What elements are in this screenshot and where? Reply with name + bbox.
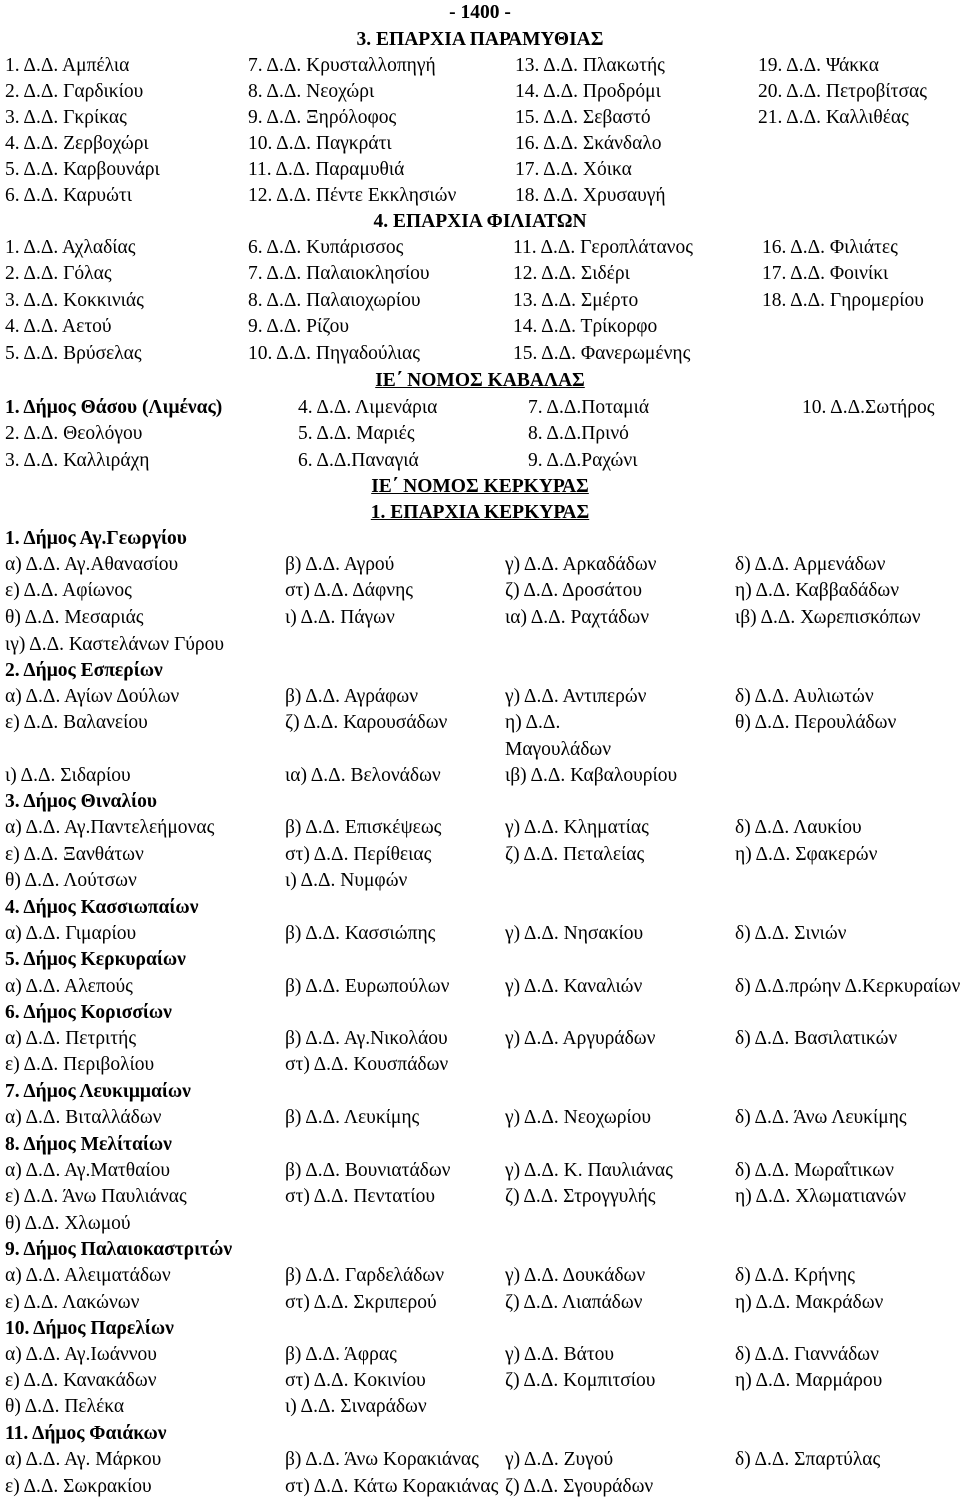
- list-cell: β) Δ.Δ. Λευκίμης: [285, 1107, 420, 1128]
- list-cell: α) Δ.Δ. Γιμαρίου: [5, 923, 137, 944]
- municipality-title: 8. Δήμος Μελίταίων: [5, 1134, 172, 1155]
- list-cell: 5. Δ.Δ. Καρβουνάρι: [5, 159, 160, 180]
- list-cell: 8. Δ.Δ. Παλαιοχωρίου: [248, 290, 421, 311]
- list-cell: δ) Δ.Δ. Βασιλατικών: [735, 1028, 898, 1049]
- list-cell: 8. Δ.Δ.Πρινό: [528, 423, 629, 444]
- list-cell: ε) Δ.Δ. Λακώνων: [5, 1292, 140, 1313]
- list-cell: α) Δ.Δ. Πετριτής: [5, 1028, 137, 1049]
- list-cell: 5. Δ.Δ. Βρύσελας: [5, 343, 142, 364]
- list-cell: 12. Δ.Δ. Σιδέρι: [513, 263, 630, 284]
- list-cell: 21. Δ.Δ. Καλλιθέας: [758, 107, 909, 128]
- list-cell: β) Δ.Δ. Επισκέψεως: [285, 817, 442, 838]
- prefecture-heading: ΙΕ΄ ΝΟΜΟΣ ΚΕΡΚΥΡΑΣ: [371, 476, 589, 497]
- list-cell: γ) Δ.Δ. Αργυράδων: [505, 1028, 656, 1049]
- list-cell: θ) Δ.Δ. Περουλάδων: [735, 712, 897, 733]
- list-cell: στ) Δ.Δ. Κουσπάδων: [285, 1054, 449, 1075]
- list-cell: γ) Δ.Δ. Ζυγού: [505, 1449, 614, 1470]
- list-cell: η) Δ.Δ. Καββαδάδων: [735, 580, 900, 601]
- list-cell: η) Δ.Δ. Χλωματιανών: [735, 1186, 907, 1207]
- list-cell: ε) Δ.Δ. Περιβολίου: [5, 1054, 155, 1075]
- list-cell: ε) Δ.Δ. Κανακάδων: [5, 1370, 157, 1391]
- list-cell: δ) Δ.Δ. Αυλιωτών: [735, 686, 874, 707]
- list-cell: β) Δ.Δ. Ευρωπούλων: [285, 976, 450, 997]
- municipality-title: 9. Δήμος Παλαιοκαστριτών: [5, 1239, 233, 1260]
- list-cell: ε) Δ.Δ. Ξανθάτων: [5, 844, 144, 865]
- list-cell: στ) Δ.Δ. Σκριπερού: [285, 1292, 437, 1313]
- list-cell: 7. Δ.Δ. Κρυσταλλοπηγή: [248, 55, 436, 76]
- list-cell: 6. Δ.Δ. Καρυώτι: [5, 185, 133, 206]
- list-cell: ι) Δ.Δ. Σιδαρίου: [5, 765, 131, 786]
- list-cell: γ) Δ.Δ. Κληματίας: [505, 817, 649, 838]
- list-cell: γ) Δ.Δ. Νησακίου: [505, 923, 644, 944]
- list-cell: β) Δ.Δ. Αγρού: [285, 554, 395, 575]
- list-cell: 4. Δ.Δ. Λιμενάρια: [298, 397, 438, 418]
- list-cell: ιβ) Δ.Δ. Καβαλουρίου: [505, 765, 678, 786]
- section-heading: 3. ΕΠΑΡΧΙΑ ΠΑΡΑΜΥΘΙΑΣ: [356, 29, 604, 50]
- list-cell: 16. Δ.Δ. Σκάνδαλο: [515, 133, 662, 154]
- list-cell: 16. Δ.Δ. Φιλιάτες: [762, 237, 898, 258]
- list-cell: ζ) Δ.Δ. Λιαπάδων: [505, 1292, 643, 1313]
- list-cell: δ) Δ.Δ. Κρήνης: [735, 1265, 855, 1286]
- list-cell: α) Δ.Δ. Αλειματάδων: [5, 1265, 171, 1286]
- list-cell: στ) Δ.Δ. Περίθειας: [285, 844, 432, 865]
- section-heading: 1. ΕΠΑΡΧΙΑ ΚΕΡΚΥΡΑΣ: [370, 502, 590, 523]
- list-cell: β) Δ.Δ. Κασσιώπης: [285, 923, 436, 944]
- list-cell: 1. Δήμος Θάσου (Λιμένας): [5, 397, 223, 418]
- municipality-title: 1. Δήμος Αγ.Γεωργίου: [5, 528, 187, 549]
- list-cell: 18. Δ.Δ. Γηρομερίου: [762, 290, 924, 311]
- list-cell: θ) Δ.Δ. Λούτσων: [5, 870, 137, 891]
- list-cell: δ) Δ.Δ. Σινιών: [735, 923, 847, 944]
- list-cell: στ) Δ.Δ. Κοκινίου: [285, 1370, 426, 1391]
- municipality-title: 11. Δήμος Φαιάκων: [5, 1423, 167, 1444]
- municipality-title: 2. Δήμος Εσπερίων: [5, 660, 163, 681]
- list-cell: ζ) Δ.Δ. Στρογγυλής: [505, 1186, 656, 1207]
- list-cell: β) Δ.Δ. Βουνιατάδων: [285, 1160, 451, 1181]
- list-cell: ζ) Δ.Δ. Καρουσάδων: [285, 712, 448, 733]
- list-cell: ι) Δ.Δ. Νυμφών: [285, 870, 408, 891]
- list-cell: δ) Δ.Δ.πρώην Δ.Κερκυραίων: [735, 976, 960, 997]
- list-cell: α) Δ.Δ. Αλεπούς: [5, 976, 133, 997]
- list-cell: 14. Δ.Δ. Τρίκορφο: [513, 316, 658, 337]
- list-cell: 14. Δ.Δ. Προδρόμι: [515, 81, 661, 102]
- list-cell: β) Δ.Δ. Γαρδελάδων: [285, 1265, 445, 1286]
- list-cell: γ) Δ.Δ. Βάτου: [505, 1344, 615, 1365]
- municipality-title: 4. Δήμος Κασσιωπαίων: [5, 897, 199, 918]
- list-cell: Μαγουλάδων: [505, 739, 612, 760]
- list-cell: 3. Δ.Δ. Γκρίκας: [5, 107, 127, 128]
- list-cell: 13. Δ.Δ. Σμέρτο: [513, 290, 639, 311]
- list-cell: στ) Δ.Δ. Πεντατίου: [285, 1186, 435, 1207]
- list-cell: α) Δ.Δ. Αγ.Παντελεήμονας: [5, 817, 215, 838]
- list-cell: γ) Δ.Δ. Νεοχωρίου: [505, 1107, 652, 1128]
- list-cell: α) Δ.Δ. Αγ.Ματθαίου: [5, 1160, 170, 1181]
- list-cell: ε) Δ.Δ. Βαλανείου: [5, 712, 148, 733]
- list-cell: α) Δ.Δ. Αγίων Δούλων: [5, 686, 180, 707]
- list-cell: 17. Δ.Δ. Χόικα: [515, 159, 632, 180]
- list-cell: ε) Δ.Δ. Αφίωνος: [5, 580, 132, 601]
- list-cell: ζ) Δ.Δ. Σγουράδων: [505, 1476, 654, 1497]
- list-cell: α) Δ.Δ. Αγ.Ιωάννου: [5, 1344, 157, 1365]
- list-cell: δ) Δ.Δ. Λαυκίου: [735, 817, 862, 838]
- list-cell: στ) Δ.Δ. Δάφνης: [285, 580, 414, 601]
- list-cell: β) Δ.Δ. Αγράφων: [285, 686, 419, 707]
- list-cell: 18. Δ.Δ. Χρυσαυγή: [515, 185, 666, 206]
- list-cell: 15. Δ.Δ. Φανερωμένης: [513, 343, 691, 364]
- list-cell: 4. Δ.Δ. Ζερβοχώρι: [5, 133, 149, 154]
- list-cell: γ) Δ.Δ. Αρκαδάδων: [505, 554, 657, 575]
- list-cell: α) Δ.Δ. Βιταλλάδων: [5, 1107, 162, 1128]
- list-cell: δ) Δ.Δ. Μωραΐτικων: [735, 1160, 894, 1181]
- list-cell: 19. Δ.Δ. Ψάκκα: [758, 55, 879, 76]
- list-cell: α) Δ.Δ. Αγ. Μάρκου: [5, 1449, 162, 1470]
- list-cell: β) Δ.Δ. Άφρας: [285, 1344, 397, 1365]
- page-number: - 1400 -: [449, 2, 511, 23]
- list-cell: γ) Δ.Δ. Δουκάδων: [505, 1265, 646, 1286]
- list-cell: 11. Δ.Δ. Γεροπλάτανος: [513, 237, 693, 258]
- list-cell: δ) Δ.Δ. Σπαρτύλας: [735, 1449, 881, 1470]
- list-cell: ε) Δ.Δ. Άνω Παυλιάνας: [5, 1186, 187, 1207]
- list-cell: 20. Δ.Δ. Πετροβίτσας: [758, 81, 927, 102]
- list-cell: 6. Δ.Δ.Παναγιά: [298, 450, 419, 471]
- list-cell: 15. Δ.Δ. Σεβαστό: [515, 107, 651, 128]
- list-cell: δ) Δ.Δ. Γιαννάδων: [735, 1344, 879, 1365]
- list-cell: ζ) Δ.Δ. Δροσάτου: [505, 580, 642, 601]
- list-cell: γ) Δ.Δ. Καναλιών: [505, 976, 643, 997]
- list-cell: ια) Δ.Δ. Βελονάδων: [285, 765, 441, 786]
- list-cell: 1. Δ.Δ. Αχλαδίας: [5, 237, 136, 258]
- list-cell: θ) Δ.Δ. Μεσαριάς: [5, 607, 144, 628]
- list-cell: ζ) Δ.Δ. Πεταλείας: [505, 844, 645, 865]
- list-cell: γ) Δ.Δ. Αντιπερών: [505, 686, 647, 707]
- list-cell: 10. Δ.Δ. Πηγαδούλιας: [248, 343, 420, 364]
- list-cell: 2. Δ.Δ. Θεολόγου: [5, 423, 143, 444]
- list-cell: 9. Δ.Δ. Ρίζου: [248, 316, 349, 337]
- list-cell: α) Δ.Δ. Αγ.Αθανασίου: [5, 554, 179, 575]
- list-cell: 5. Δ.Δ. Μαριές: [298, 423, 415, 444]
- municipality-title: 5. Δήμος Κερκυραίων: [5, 949, 186, 970]
- list-cell: θ) Δ.Δ. Πελέκα: [5, 1396, 125, 1417]
- list-cell: β) Δ.Δ. Αγ.Νικολάου: [285, 1028, 448, 1049]
- list-cell: δ) Δ.Δ. Άνω Λευκίμης: [735, 1107, 907, 1128]
- municipality-title: 10. Δήμος Παρελίων: [5, 1318, 174, 1339]
- list-cell: θ) Δ.Δ. Χλωμού: [5, 1213, 131, 1234]
- list-cell: η) Δ.Δ. Μακράδων: [735, 1292, 884, 1313]
- list-cell: η) Δ.Δ. Μαρμάρου: [735, 1370, 883, 1391]
- list-cell: 3. Δ.Δ. Κοκκινιάς: [5, 290, 144, 311]
- list-cell: 4. Δ.Δ. Αετού: [5, 316, 112, 337]
- list-cell: 2. Δ.Δ. Γόλας: [5, 263, 112, 284]
- list-cell: γ) Δ.Δ. Κ. Παυλιάνας: [505, 1160, 673, 1181]
- list-cell: 11. Δ.Δ. Παραμυθιά: [248, 159, 405, 180]
- list-cell: δ) Δ.Δ. Αρμενάδων: [735, 554, 886, 575]
- list-cell: 10. Δ.Δ. Παγκράτι: [248, 133, 392, 154]
- list-cell: 13. Δ.Δ. Πλακωτής: [515, 55, 665, 76]
- list-cell: 8. Δ.Δ. Νεοχώρι: [248, 81, 375, 102]
- list-cell: 12. Δ.Δ. Πέντε Εκκλησιών: [248, 185, 457, 206]
- list-cell: 10. Δ.Δ.Σωτήρος: [802, 397, 935, 418]
- list-cell: 3. Δ.Δ. Καλλιράχη: [5, 450, 150, 471]
- list-cell: 2. Δ.Δ. Γαρδικίου: [5, 81, 144, 102]
- list-cell: 9. Δ.Δ. Ξηρόλοφος: [248, 107, 397, 128]
- list-cell: 17. Δ.Δ. Φοινίκι: [762, 263, 889, 284]
- list-cell: ι) Δ.Δ. Πάγων: [285, 607, 395, 628]
- municipality-title: 6. Δήμος Κορισσίων: [5, 1002, 172, 1023]
- section-heading: 4. ΕΠΑΡΧΙΑ ΦΙΛΙΑΤΩΝ: [373, 211, 587, 232]
- list-cell: στ) Δ.Δ. Κάτω Κορακιάνας: [285, 1476, 499, 1497]
- list-cell: β) Δ.Δ. Άνω Κορακιάνας: [285, 1449, 479, 1470]
- list-cell: ι) Δ.Δ. Σιναράδων: [285, 1396, 427, 1417]
- list-cell: η) Δ.Δ. Σφακερών: [735, 844, 878, 865]
- list-cell: 1. Δ.Δ. Αμπέλια: [5, 55, 130, 76]
- list-cell: ιβ) Δ.Δ. Χωρεπισκόπων: [735, 607, 921, 628]
- list-cell: ε) Δ.Δ. Σωκρακίου: [5, 1476, 152, 1497]
- list-cell: 7. Δ.Δ.Ποταμιά: [528, 397, 650, 418]
- list-cell: ζ) Δ.Δ. Κομπιτσίου: [505, 1370, 656, 1391]
- list-cell: 9. Δ.Δ.Ραχώνι: [528, 450, 638, 471]
- prefecture-heading: ΙΕ΄ ΝΟΜΟΣ ΚΑΒΑΛΑΣ: [375, 370, 585, 391]
- list-cell: η) Δ.Δ.: [505, 712, 561, 733]
- list-cell: 7. Δ.Δ. Παλαιοκλησίου: [248, 263, 430, 284]
- list-cell: ιγ) Δ.Δ. Καστελάνων Γύρου: [5, 634, 225, 655]
- list-cell: ια) Δ.Δ. Ραχτάδων: [505, 607, 650, 628]
- list-cell: 6. Δ.Δ. Κυπάρισσος: [248, 237, 404, 258]
- municipality-title: 7. Δήμος Λευκιμμαίων: [5, 1081, 191, 1102]
- municipality-title: 3. Δήμος Θιναλίου: [5, 791, 157, 812]
